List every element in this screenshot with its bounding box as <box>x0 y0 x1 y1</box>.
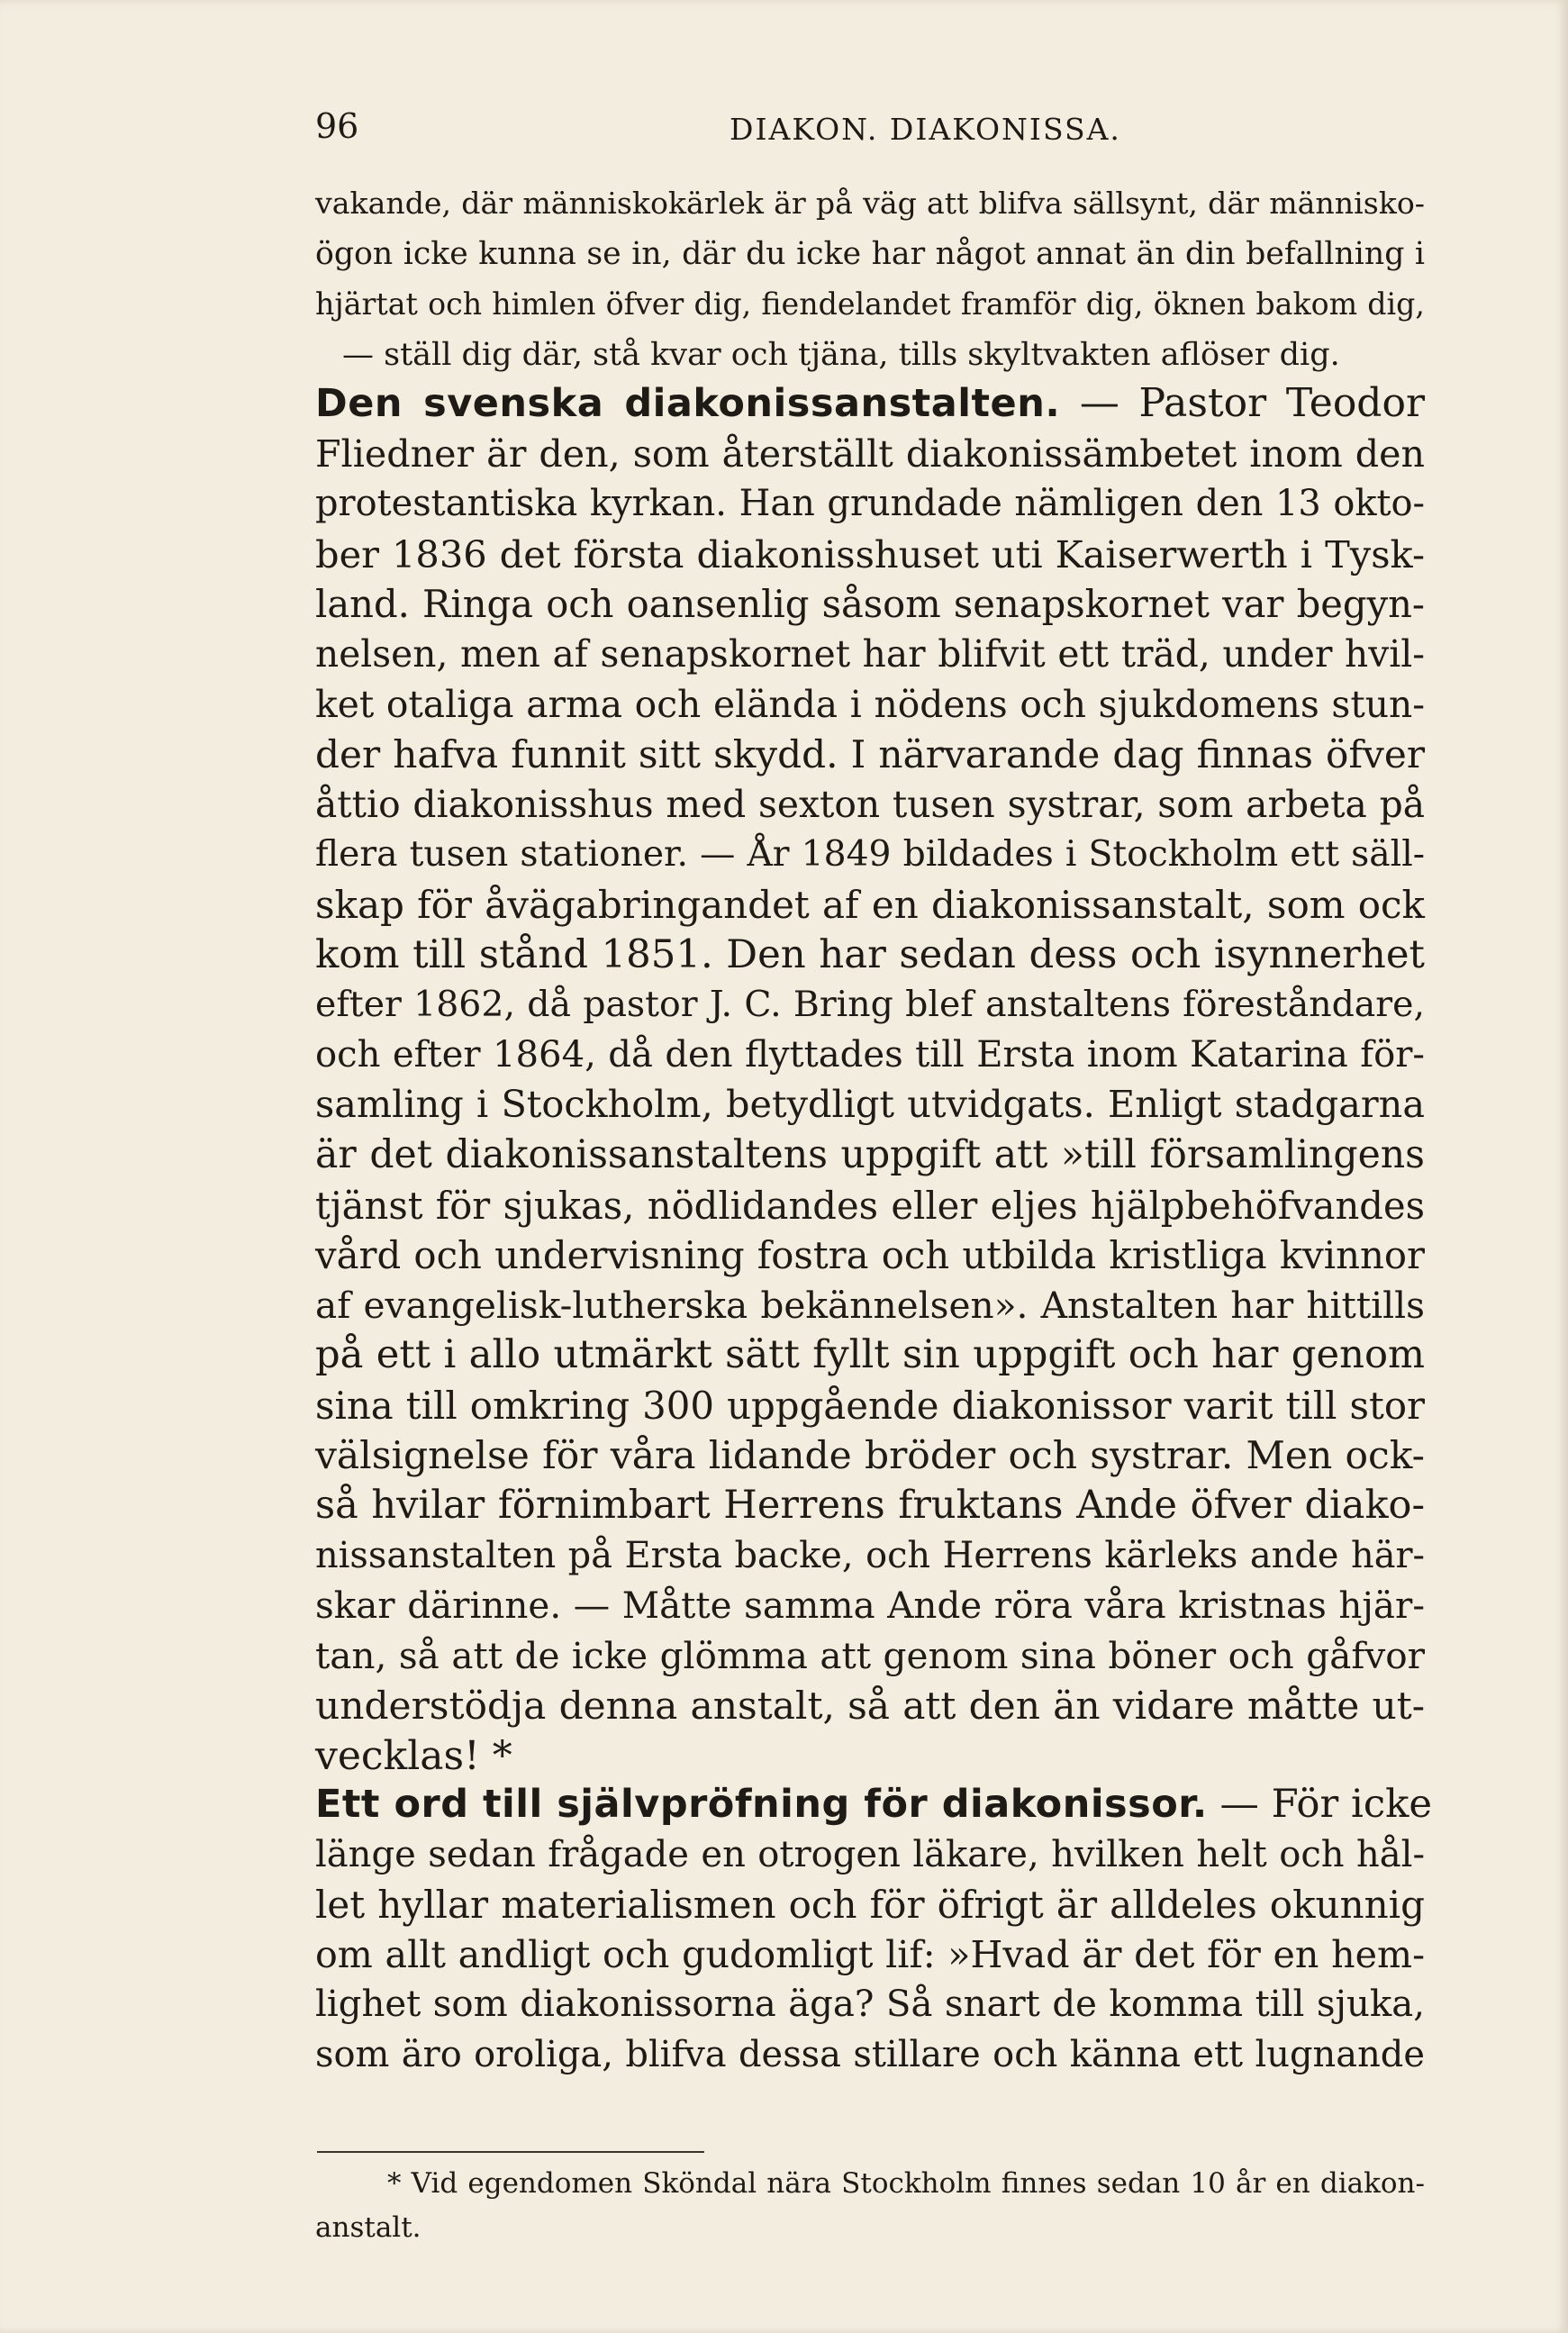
text-line: lighet som diakonissorna äga? Så snart de komma till sjuka, <box>315 1984 1425 2026</box>
text-line: åttio diakonisshus med sexton tusen systrar, som arbeta på <box>315 782 1425 826</box>
text-line: hjärtat och himlen öfver dig, fiendelandet framför dig, öknen bakom dig, <box>315 286 1425 322</box>
text-line: och efter 1864, då den flyttades till Ersta inom Katarina för- <box>315 1033 1425 1076</box>
text-line: är det diakonissanstaltens uppgift att »till församlingens <box>315 1131 1425 1177</box>
text-line: nissanstalten på Ersta backe, och Herrens kärleks ande här- <box>315 1534 1425 1576</box>
text-line: efter 1862, då pastor J. C. Bring blef anstaltens föreståndare, <box>315 984 1425 1026</box>
text-line: ket otaliga arma och elända i nödens och sjukdomens stun- <box>315 682 1425 726</box>
text-line: kom till stånd 1851. Den har sedan dess och isynnerhet <box>315 931 1425 977</box>
text-line: der hafva funnit sitt skydd. I närvarande dag finnas öfver <box>315 732 1425 777</box>
page-number: 96 <box>315 106 359 146</box>
text-line: flera tusen stationer. — År 1849 bildades i Stockholm ett säll- <box>315 834 1425 876</box>
text-line: nelsen, men af senapskornet har blifvit ett träd, under hvil- <box>315 631 1425 676</box>
text-line: understödja denna anstalt, så att den än vidare måtte ut- <box>315 1684 1425 1729</box>
text-line: som äro oroliga, blifva dessa stillare och känna ett lugnande <box>315 2033 1425 2075</box>
text-line: välsignelse för våra lidande bröder och systrar. Men ock- <box>315 1433 1425 1478</box>
section-diakonissanstalten <box>315 378 1425 1782</box>
section-body <box>315 430 1425 1782</box>
text-line: skap för åvägabringandet af en diakonissanstalt, som ock <box>315 882 1425 927</box>
text-line: sina till omkring 300 uppgående diakonissor varit till stor <box>315 1383 1425 1428</box>
text-line: så hvilar förnimbart Herrens fruktans Ande öfver diako- <box>315 1483 1425 1529</box>
text-line: land. Ringa och oansenlig såsom senapskornet var begyn- <box>315 582 1425 627</box>
text-line: af evangelisk-lutherska bekännelsen». Anstalten har hittills <box>315 1283 1425 1327</box>
text-line: på ett i allo utmärkt sätt fyllt sin uppgift och har genom <box>315 1332 1425 1378</box>
text-fragment: — Pastor Teodor <box>1060 380 1425 426</box>
text-line: — ställ dig där, stå kvar och tjäna, tills skyltvakten aflöser dig. <box>342 337 1340 373</box>
text-line: ögon icke kunna se in, där du icke har något annat än din befallning i <box>315 236 1425 272</box>
footnote-line: anstalt. <box>315 2211 421 2244</box>
section-heading: Den svenska diakonissanstalten. <box>315 381 1061 426</box>
footnote <box>315 2162 1425 2250</box>
running-title: DIAKON. DIAKONISSA. <box>730 112 1121 147</box>
footnote-divider <box>317 2151 704 2153</box>
text-line: protestantiska kyrkan. Han grundade nämligen den 13 okto- <box>315 483 1425 525</box>
text-line: Fliedner är den, som återställt diakonissämbetet inom den <box>315 431 1425 476</box>
text-fragment: — För icke <box>1207 1782 1433 1827</box>
text-line: om allt andligt och gudomligt lif: »Hvad är det för en hem- <box>315 1932 1425 1976</box>
intro-paragraph <box>315 178 1425 380</box>
section-sjalvprofning <box>315 1780 1433 2081</box>
section-first-line <box>315 1780 1433 1830</box>
footnote-line: * Vid egendomen Sköndal nära Stockholm finnes sedan 10 år en diakon- <box>387 2167 1425 2200</box>
section-heading: Ett ord till självpröfning för diakonissor. <box>315 1782 1208 1827</box>
text-line: vecklas! * <box>315 1733 512 1780</box>
text-line: ber 1836 det första diakonisshuset uti Kaiserwerth i Tysk- <box>315 531 1425 576</box>
section-first-line <box>315 378 1425 430</box>
text-line: let hyllar materialismen och för öfrigt är alldeles okunnig <box>315 1883 1425 1928</box>
text-line: vakande, där människokärlek är på väg att blifva sällsynt, där människo- <box>315 186 1425 221</box>
text-line: samling i Stockholm, betydligt utvidgats. Enligt stadgarna <box>315 1083 1425 1127</box>
text-line: tan, så att de icke glömma att genom sina böner och gåfvor <box>315 1633 1425 1677</box>
text-line: tjänst för sjukas, nödlidandes eller eljes hjälpbehöfvandes <box>315 1183 1425 1228</box>
text-line: vård och undervisning fostra och utbilda kristliga kvinnor <box>315 1233 1425 1278</box>
text-line: skar därinne. — Måtte samma Ande röra våra kristnas hjär- <box>315 1584 1425 1628</box>
section-body <box>315 1830 1425 2081</box>
text-line: länge sedan frågade en otrogen läkare, hvilken helt och hål- <box>315 1833 1425 1875</box>
